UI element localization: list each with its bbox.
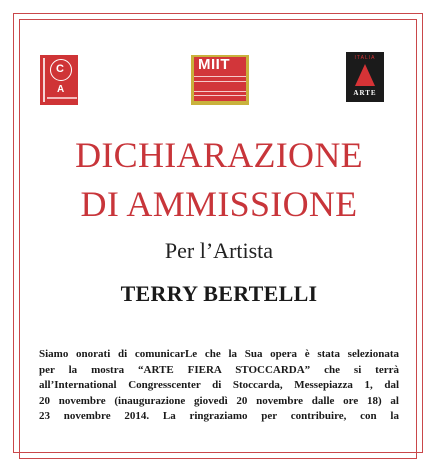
miit-logo-brand: MIIT (198, 56, 230, 73)
body-line: 23 novembre 2014. La ringraziamo per contribuire, con la (39, 410, 399, 423)
document-title-line-2: DI AMMISSIONE (80, 184, 358, 224)
ca-logo-letter-c: C (56, 63, 64, 75)
miit-logo (191, 55, 249, 105)
body-line: Siamo onorati di comunicarLe che la Sua opera è stata selezionata (39, 348, 399, 360)
body-line: all’International Congresscenter di Stoccarda, Messepiazza 1, dal (39, 379, 399, 392)
italia-arte-logo-bottom-word: ARTE (353, 89, 377, 97)
body-line: 20 novembre (inaugurazione giovedì 20 novembre dalle ore 18) al (39, 394, 399, 407)
triangle-icon (355, 64, 375, 86)
document-title-line-1: DICHIARAZIONE (75, 135, 363, 175)
ca-logo (40, 55, 78, 105)
ca-logo-letter-a: A (57, 84, 65, 95)
italia-arte-logo-top-word: ITALIA (354, 55, 376, 61)
body-line: per la mostra “ARTE FIERA STOCCARDA” che si terrà (39, 363, 399, 376)
artist-name: TERRY BERTELLI (120, 281, 318, 306)
italia-arte-logo (346, 52, 384, 102)
document-subtitle: Per l’Artista (164, 238, 274, 263)
body-paragraph (39, 347, 399, 425)
